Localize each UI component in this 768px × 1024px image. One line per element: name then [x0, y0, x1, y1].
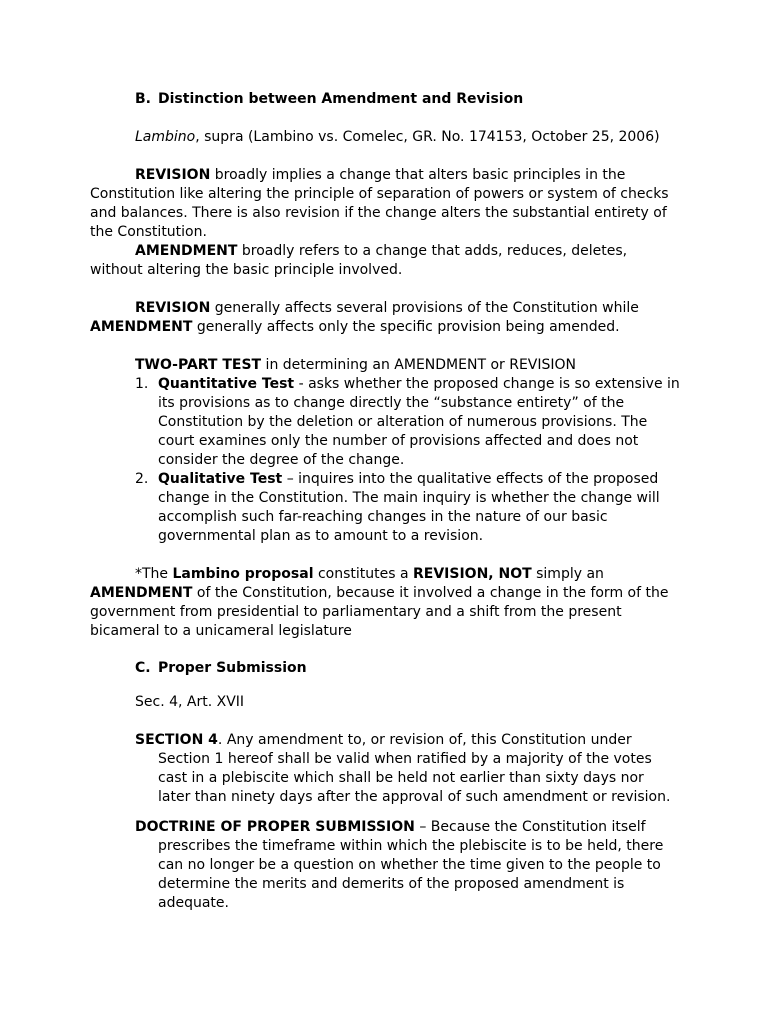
revision-term: REVISION [135, 167, 211, 183]
note-text-2: constitutes a [313, 566, 413, 582]
list-item [90, 470, 680, 546]
qualitative-test-term: Qualitative Test [158, 471, 283, 487]
section-b-heading [90, 90, 680, 109]
comparison-term-1: REVISION [135, 300, 211, 316]
section-b-title: Distinction between Amendment and Revision [158, 91, 524, 107]
section-4-paragraph [90, 731, 680, 807]
doctrine-paragraph [90, 818, 680, 913]
quantitative-test-term: Quantitative Test [158, 376, 295, 392]
list-item [90, 375, 680, 470]
section-c-number: C. [135, 660, 151, 676]
section-b-number: B. [135, 91, 151, 107]
section-4-text: . Any amendment to, or revision of, this Constitution under Section 1 hereof shall be valid when ratified by a majority of the votes cast in a plebiscite which shall be held not earlier than sixty days nor later than ninety days after the approval of such amendment or revision. [158, 732, 671, 805]
section-4-term: SECTION 4 [135, 732, 218, 748]
two-part-test-term: TWO-PART TEST [135, 357, 262, 373]
section-c-heading [90, 659, 680, 678]
note-text-1: *The [135, 566, 173, 582]
article-reference: Sec. 4, Art. XVII [135, 694, 245, 710]
note-term-2: REVISION, NOT [413, 566, 532, 582]
section-c-title: Proper Submission [158, 660, 307, 676]
case-citation [90, 128, 680, 147]
two-part-test-heading [90, 356, 680, 375]
document-page [90, 90, 680, 913]
note-text-3: simply an [531, 566, 604, 582]
note-text-4: of the Constitution, because it involved a change in the form of the government from presidential to parliamentary and a shift from the present bicameral to a unicameral legislature [90, 585, 669, 639]
comparison-term-2: AMENDMENT [90, 319, 193, 335]
list-number: 1. [135, 376, 149, 392]
qualitative-test-text: – inquires into the qualitative effects of the proposed change in the Constitution. The main inquiry is whether the change will accomplish such far-reaching changes in the nature of our basic governmental plan as to amount to a revision. [158, 471, 660, 544]
doctrine-term: DOCTRINE OF PROPER SUBMISSION [135, 819, 415, 835]
amendment-definition: broadly refers to a change that adds, reduces, deletes, without altering the basic principle involved. [90, 243, 628, 278]
revision-paragraph [90, 166, 680, 242]
quantitative-test-text: - asks whether the proposed change is so extensive in its provisions as to change directly the “substance entirety” of the Constitution by the deletion or alteration of numerous provisions. The court examines only the number of provisions affected and does not consider the degree of the change. [158, 376, 680, 468]
note-term-3: AMENDMENT [90, 585, 193, 601]
amendment-paragraph [90, 242, 680, 280]
doctrine-text: – Because the Constitution itself prescribes the timeframe within which the plebiscite is to be held, there can no longer be a question on whether the time given to the people to determine the merits and demerits of the proposed amendment is adequate. [158, 819, 664, 911]
citation-text: , supra (Lambino vs. Comelec, GR. No. 174153, October 25, 2006) [195, 129, 660, 145]
lambino-note [90, 565, 680, 641]
comparison-paragraph [90, 299, 680, 337]
amendment-term: AMENDMENT [135, 243, 238, 259]
note-term-1: Lambino proposal [172, 566, 314, 582]
two-part-test-text: in determining an AMENDMENT or REVISION [261, 357, 576, 373]
case-name: Lambino [135, 129, 196, 145]
comparison-text-1: generally affects several provisions of the Constitution while [210, 300, 639, 316]
revision-definition: broadly implies a change that alters basic principles in the Constitution like altering the principle of separation of powers or system of checks and balances. There is also revision if the change alters the substantial entirety of the Constitution. [90, 167, 669, 240]
test-list [90, 375, 680, 546]
list-number: 2. [135, 471, 149, 487]
comparison-text-2: generally affects only the specific provision being amended. [192, 319, 620, 335]
